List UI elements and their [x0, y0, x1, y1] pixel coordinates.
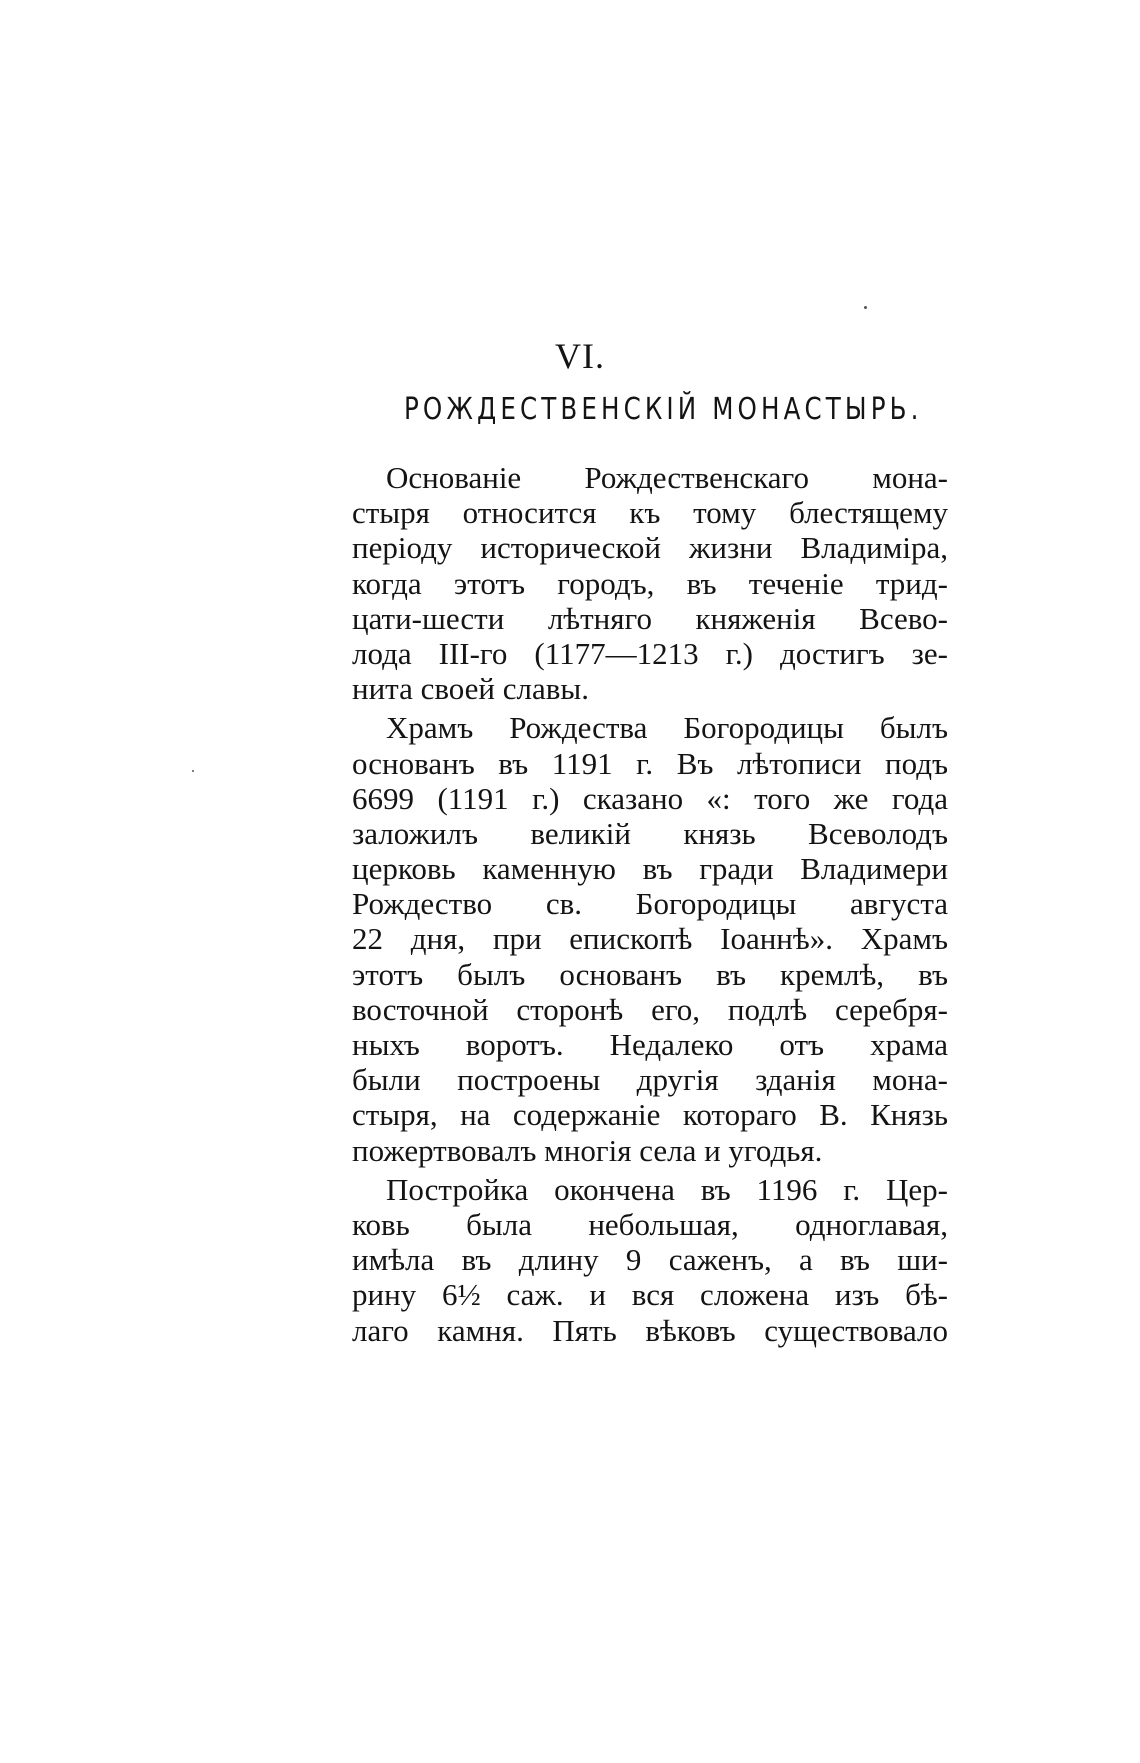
text-line: этотъ былъ основанъ въ кремлѣ, въ	[352, 956, 948, 992]
paragraph	[352, 710, 948, 1167]
text-line: заложилъ великій князь Всеволодъ	[352, 815, 948, 851]
text-line: Рождество св. Богородицы августа	[352, 886, 948, 922]
text-line: цати-шести лѣтняго княженія Всево-	[352, 600, 948, 636]
text-line: основанъ въ 1191 г. Въ лѣтописи подъ	[352, 745, 948, 781]
text-line: рину 6½ саж. и вся сложена изъ бѣ-	[352, 1277, 948, 1313]
paragraph	[352, 460, 948, 706]
text-line: періоду исторической жизни Владиміра,	[352, 530, 948, 566]
text-line: нита своей славы.	[352, 671, 589, 707]
text-line: ныхъ воротъ. Недалеко отъ храма	[352, 1027, 948, 1062]
text-line: церковь каменную въ гради Владимери	[352, 851, 948, 887]
text-line: когда этотъ городъ, въ теченіе трид-	[352, 565, 948, 601]
print-speck	[192, 770, 194, 772]
text-line: ковь была небольшая, одноглавая,	[352, 1206, 948, 1242]
text-line: пожертвовалъ многія села и угодья.	[352, 1132, 823, 1168]
body-text	[352, 460, 948, 1348]
text-line: восточной сторонѣ его, подлѣ серебря-	[352, 991, 948, 1027]
text-line: Храмъ Рождества Богородицы былъ	[386, 710, 948, 746]
chapter-title: РОЖДЕСТВЕНСКІЙ МОНАСТЫРЬ.	[404, 392, 923, 427]
text-line: стыря относится къ тому блестящему	[352, 495, 948, 531]
text-line: лода III-го (1177—1213 г.) достигъ зе-	[352, 635, 948, 671]
print-speck	[864, 306, 867, 309]
text-line: имѣла въ длину 9 саженъ, а въ ши-	[352, 1242, 948, 1278]
text-line: 22 дня, при епископѣ Іоаннѣ». Храмъ	[352, 921, 948, 957]
text-line: лаго камня. Пять вѣковъ существовало	[352, 1312, 948, 1348]
text-line: 6699 (1191 г.) сказано «: того же года	[352, 780, 948, 816]
text-line: Постройка окончена въ 1196 г. Цер-	[386, 1171, 948, 1207]
chapter-number: VI.	[555, 336, 605, 376]
text-line: стыря, на содержаніе котораго В. Князь	[352, 1097, 948, 1133]
paragraph	[352, 1172, 948, 1348]
text-line: Основаніе Рождественскаго мона-	[386, 460, 948, 495]
text-line: были построены другія зданія мона-	[352, 1062, 948, 1098]
